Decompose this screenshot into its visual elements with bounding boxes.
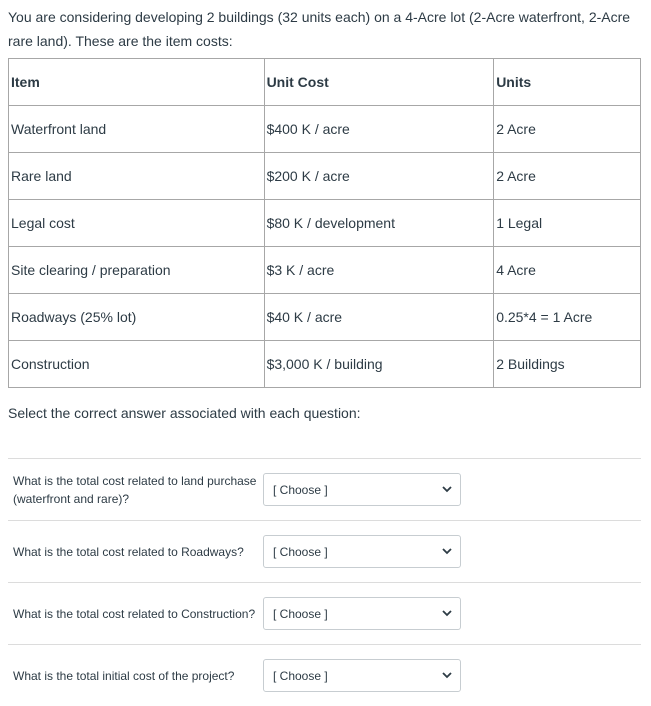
question-text: What is the total initial cost of the project? xyxy=(13,668,235,683)
cell-units: 2 Acre xyxy=(494,106,641,153)
chevron-down-icon xyxy=(442,485,452,495)
answer-select-total[interactable] xyxy=(263,659,461,692)
cell-units: 0.25*4 = 1 Acre xyxy=(494,294,641,341)
question-row-roadways xyxy=(8,520,641,582)
cell-units: 2 Acre xyxy=(494,153,641,200)
header-units: Units xyxy=(494,59,641,106)
select-value: [ Choose ] xyxy=(273,482,328,497)
chevron-down-icon xyxy=(442,671,452,681)
question-text: What is the total cost related to Roadways? xyxy=(13,544,244,559)
cell-units: 4 Acre xyxy=(494,247,641,294)
instruction-text: Select the correct answer associated with each question: xyxy=(8,405,361,421)
cell-item: Rare land xyxy=(9,153,265,200)
cell-item: Roadways (25% lot) xyxy=(9,294,265,341)
chevron-down-icon xyxy=(442,547,452,557)
question-row-land xyxy=(8,458,641,520)
cell-unit-cost: $40 K / acre xyxy=(264,294,494,341)
table-row xyxy=(9,294,641,341)
table-row xyxy=(9,247,641,294)
cell-unit-cost: $3 K / acre xyxy=(264,247,494,294)
question-row-total xyxy=(8,644,641,706)
cell-item: Site clearing / preparation xyxy=(9,247,265,294)
answer-select-land[interactable] xyxy=(263,473,461,506)
table-row xyxy=(9,106,641,153)
table-header-row xyxy=(9,59,641,106)
select-value: [ Choose ] xyxy=(273,668,328,683)
table-row xyxy=(9,153,641,200)
cell-unit-cost: $400 K / acre xyxy=(264,106,494,153)
cell-item: Legal cost xyxy=(9,200,265,247)
answer-select-roadways[interactable] xyxy=(263,535,461,568)
question-list xyxy=(8,458,641,706)
cell-units: 2 Buildings xyxy=(494,341,641,388)
question-text: What is the total cost related to land purchase (waterfront and rare)? xyxy=(13,473,257,506)
chevron-down-icon xyxy=(442,609,452,619)
header-item: Item xyxy=(9,59,265,106)
question-intro: You are considering developing 2 buildings (32 units each) on a 4-Acre lot (2-Acre waterfront, 2-Acre rare land). These are the item costs: xyxy=(8,9,631,49)
select-value: [ Choose ] xyxy=(273,544,328,559)
cell-item: Waterfront land xyxy=(9,106,265,153)
cell-item: Construction xyxy=(9,341,265,388)
table-row xyxy=(9,341,641,388)
item-costs-table xyxy=(8,58,641,388)
table-row xyxy=(9,200,641,247)
cell-unit-cost: $200 K / acre xyxy=(264,153,494,200)
header-unit-cost: Unit Cost xyxy=(264,59,494,106)
cell-units: 1 Legal xyxy=(494,200,641,247)
select-value: [ Choose ] xyxy=(273,606,328,621)
cell-unit-cost: $80 K / development xyxy=(264,200,494,247)
cell-unit-cost: $3,000 K / building xyxy=(264,341,494,388)
question-row-construction xyxy=(8,582,641,644)
answer-select-construction[interactable] xyxy=(263,597,461,630)
question-text: What is the total cost related to Construction? xyxy=(13,606,256,621)
